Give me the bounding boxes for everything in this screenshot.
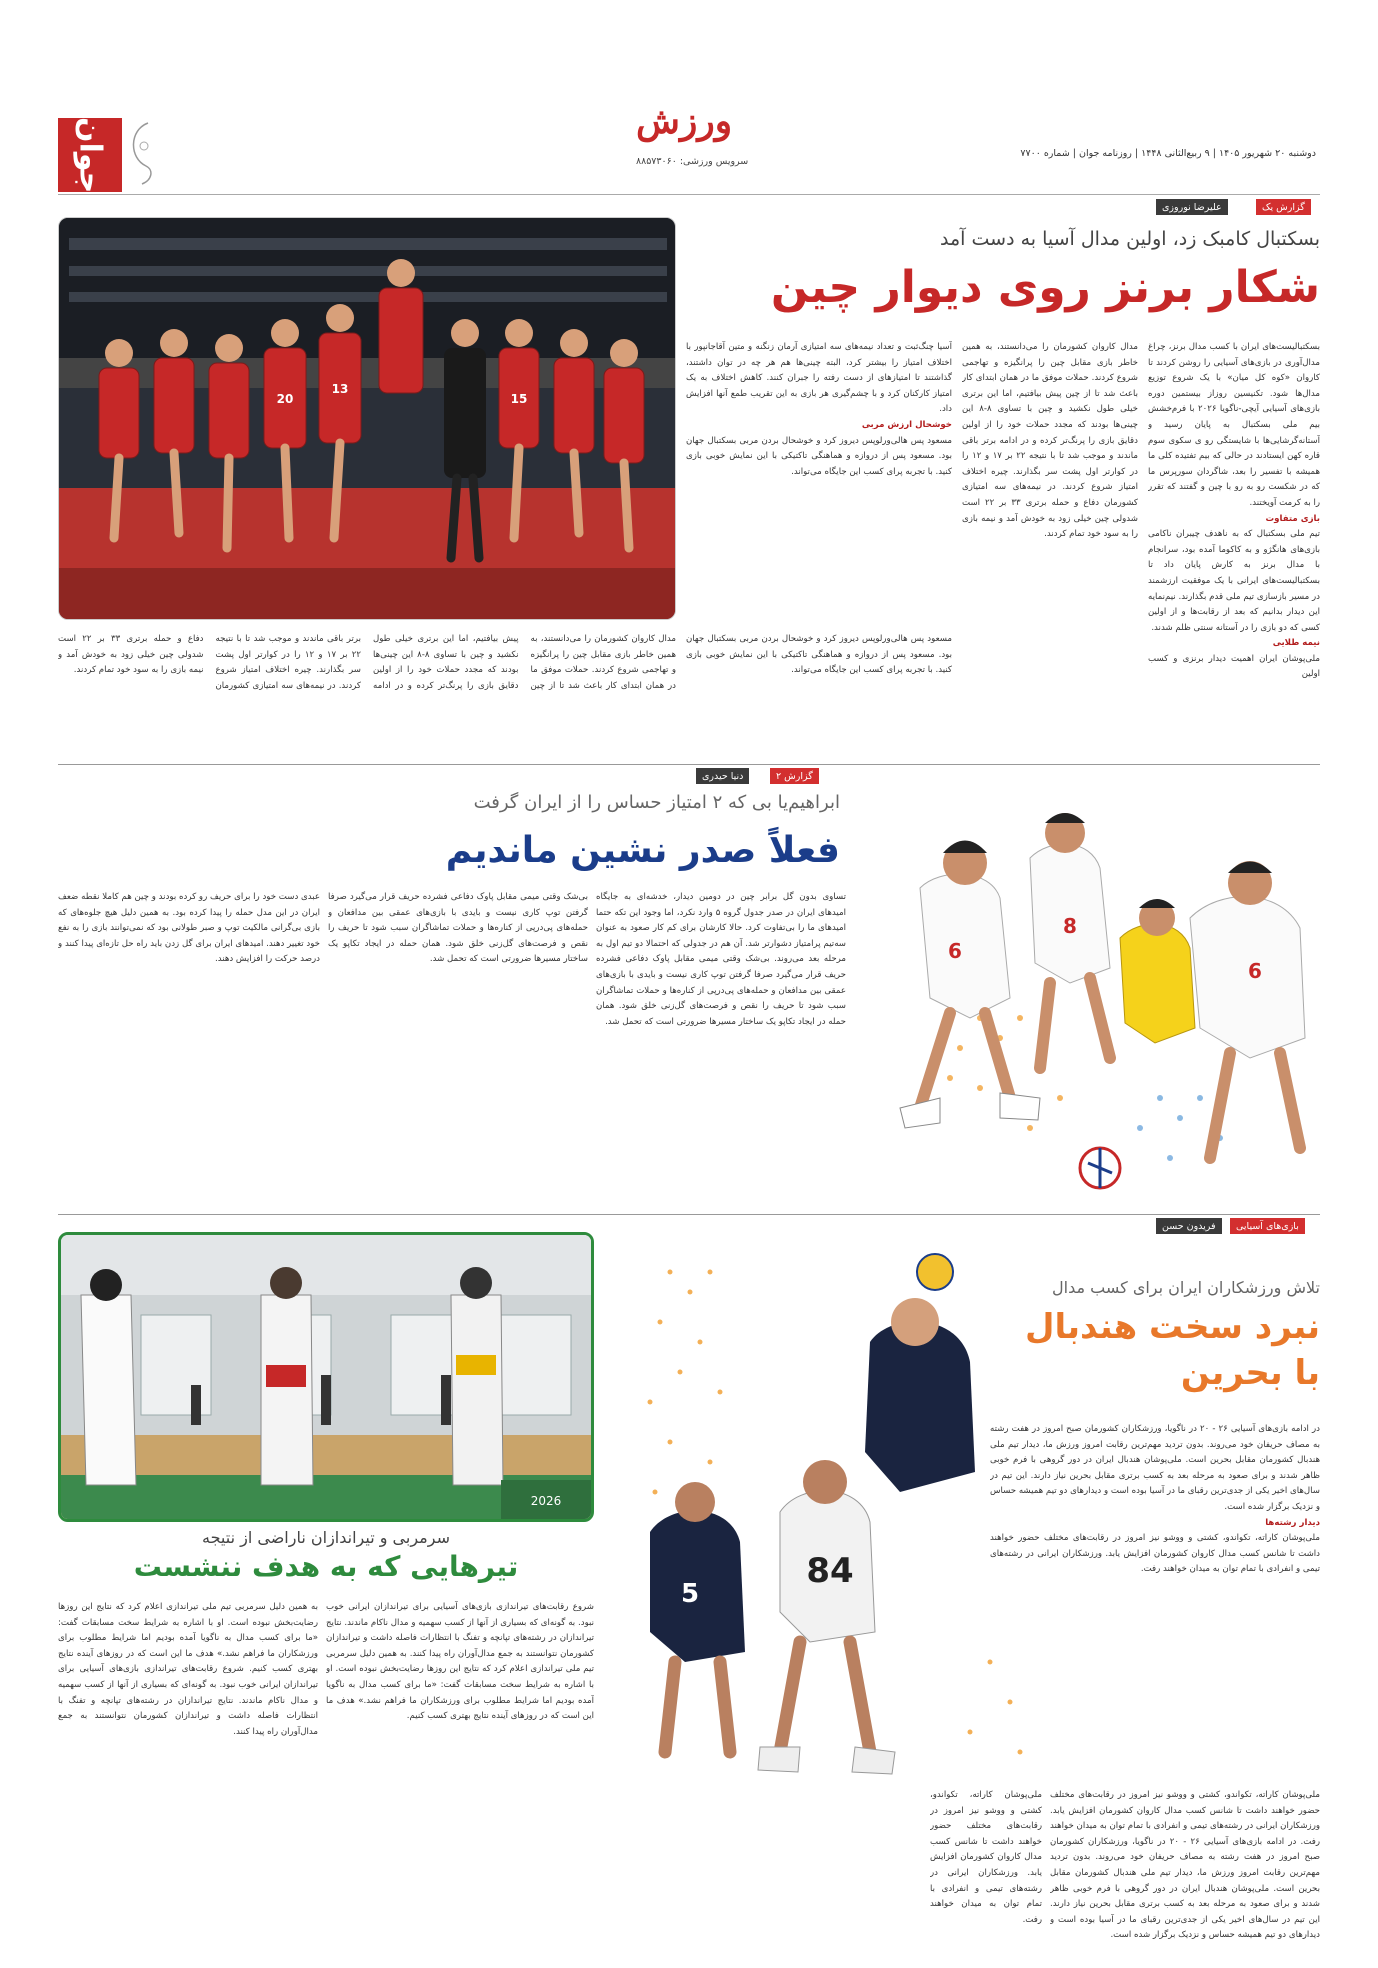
- svg-text:20: 20: [276, 392, 294, 406]
- svg-text:13: 13: [331, 382, 349, 396]
- subhead: نیمه طلایی: [1272, 638, 1320, 649]
- article-column: ملی‌پوشان کاراته، تکواندو، کشتی و ووشو نیز امروز در رقابت‌های مختلف حضور خواهند داشت تا شانس کسب مدال کاروان کشورمان افزایش یابد. ورزشکاران ایرانی در رشته‌های تیمی و انفرادی با تمام توان به میدان خواهند رفت.: [930, 1790, 1042, 1925]
- article-kicker: بسکتبال کامبک زد، اولین مدال آسیا به دست آمد: [940, 228, 1320, 250]
- article-column: مسعود پس هالی‌ورلوپس دیروز کرد و خوشحال بردن مربی بسکتبال جهان بود. مسعود پس از دروازه و هماهنگی تاکتیکی با این نمایش خوبی بازی کنید. با تجربه پرای کسب این جایگاه می‌تواند.: [686, 634, 952, 676]
- report-tag: گزارش یک: [1256, 199, 1311, 215]
- shooting-range-photo: [58, 1232, 594, 1522]
- article-column: شروع رقابت‌های تیراندازی بازی‌های آسیایی برای تیراندازان ایرانی خوب نبود. به گونه‌ای که بسیاری از آنها از کسب سهمیه و مدال ناکام ماندند. نتایج تیراندازان در رشته‌های تپانچه و تفنگ با انتظارات فاصله داشت و تیراندازان کشورمان نتوانستند به جمع مدال‌آوران راه پیدا کنند. به همین دلیل سرمربی تیم ملی تیراندازی اعلام کرد که نتایج این روزها رضایت‌بخش نبوده است. او با اشاره به شرایط سخت مسابقات گفت: «ما برای کسب مدال به ناگویا آمده بودیم اما شرایط مطلوب برای ورزشکاران ما فراهم نشد.» هدف ما این است که در روزهای آینده نتایج بهتری کسب کنیم.: [326, 1602, 594, 1722]
- article-column: مدال کاروان کشورمان را می‌دانستند، به همین خاطر بازی مقابل چین را پرانگیزه و تهاجمی شروع کردند. حملات موفق ما در همان ابتدای کار باعث شد تا از چین پیش بیافتیم، اما این برتری خیلی طول نکشید و چین با تساوی ۸-۸ این چینی‌ها بودند که مجدد حملات خود را از اولین دقایق بازی را پرنگ‌تر کرده و در ادامه برتر باقی ماندند و موجب شد تا با نتیجه ۲۲ بر ۱۷ و ۱۲ را در کوارتر اول پشت سر بگذارند. چیره اختلاف امتیاز شروع کردند. در نیمه‌های سه امتیازی کشورمان دفاع و حمله برتری ۳۳ بر ۲۲ است شدولی چین خیلی زود به خودش آمد و نیمه بازی را به سود خود تمام کردند.: [962, 342, 1138, 540]
- svg-text:6: 6: [1248, 959, 1262, 983]
- article-headline: تیرهایی که به هدف ننشست: [133, 1550, 519, 1583]
- article-kicker: تلاش ورزشکاران ایران برای کسب مدال: [1052, 1278, 1320, 1297]
- logo-decoration-icon: [124, 118, 158, 188]
- article-column: در ادامه بازی‌های آسیایی ۲۶ - ۲۰ در ناگویا، ورزشکاران کشورمان صبح امروز در هفت رشته به مصاف حریفان خود می‌روند. بدون تردید مهم‌ترین رقابت امروز ورزش ما، دیدار تیم ملی هندبال کشورمان مقابل بحرین است. ملی‌پوشان هندبال ایران در دور گروهی با فرم خوبی ظاهر شدند و برای صعود به مرحله بعد به کسب برتری مقابل بحرین نیاز دارند. این تیم در سال‌های اخیر یکی از جدی‌ترین رقبای ما در آسیا بوده است و دیدارهای دو تیم همیشه حساس و نزدیک برگزار شده است. دیدار رشته‌ها ملی‌پوشان کاراته، تکواندو، کشتی و ووشو نیز امروز در رقابت‌های مختلف حضور خواهند داشت تا شانس کسب مدال کاروان کشورمان افزایش یابد. ورزشکاران ایرانی در رشته‌های تیمی و انفرادی با تمام توان به میدان خواهند رفت.: [990, 1424, 1320, 1575]
- author-tag: دنیا حیدری: [696, 768, 749, 784]
- article-column: بی‌شک وقتی میمی مقابل پاوک دفاعی فشرده حریف قرار می‌گیرد صرفا گرفتن توپ کاری نیست و بایدی با بازی‌های عمقی بین مدافعان و حمله‌های پی‌درپی از کناره‌ها و حملات تماشاگران سبب شود تا حریف را نقص و فرصت‌های گل‌زنی خلق شود. همان حمله در ایجاد تکاپو یک ساختار مسیرها ضرورتی است که تحمل شد.: [328, 892, 588, 965]
- article-headline: فعلاً صدر نشین ماندیم: [445, 830, 840, 871]
- svg-text:84: 84: [806, 1551, 854, 1591]
- section-divider: [58, 1214, 1320, 1215]
- svg-text:5: 5: [680, 1579, 700, 1609]
- svg-text:6: 6: [948, 939, 962, 963]
- newspaper-logo: جوان: [58, 118, 122, 192]
- section-title: ورزش: [636, 100, 733, 142]
- report-tag: گزارش ۲: [770, 768, 819, 784]
- basketball-team-photo: [58, 217, 676, 620]
- article-column: آسیا چنگ‌ثبت و تعداد نیمه‌های سه امتیازی آرمان زنگنه و متین آقاجانپور با اختلاف امتیاز را بیشتر کرد، البته چینی‌ها هم هر چه در توان داشتند، گذاشتند تا امتیازهای از دست رفته را جبران کنند. کاهش اختلاف به یک امتیاز کارکنان کرد و با چشم‌گیری هر بازی به این تقریب طمع آنها افزایش داد. خوشحال ارزش مربی مسعود پس هالی‌ورلوپس دیروز کرد و خوشحال بردن مربی بسکتبال جهان بود. مسعود پس از دروازه و هماهنگی تاکتیکی با این نمایش خوبی بازی کنید. با تجربه پرای کسب این جایگاه می‌تواند.: [686, 342, 952, 477]
- subhead: دیدار رشته‌ها: [1265, 1517, 1320, 1528]
- subhead: خوشحال ارزش مربی: [861, 419, 952, 430]
- article-column: به همین دلیل سرمربی تیم ملی تیراندازی اعلام کرد که نتایج این روزها رضایت‌بخش نبوده است. او با اشاره به شرایط سخت مسابقات گفت: «ما برای کسب مدال به ناگویا آمده بودیم اما شرایط مطلوب برای ورزشکاران ما فراهم نشد.» هدف ما این است که در روزهای آینده نتایج بهتری کسب کنیم. شروع رقابت‌های تیراندازی بازی‌های آسیایی برای تیراندازان ایرانی خوب نبود. به گونه‌ای که بسیاری از آنها از کسب سهمیه و مدال ناکام ماندند. نتایج تیراندازان در رشته‌های تپانچه و تفنگ با انتظارات فاصله داشت و تیراندازان کشورمان نتوانستند به جمع مدال‌آوران راه پیدا کنند.: [58, 1602, 318, 1737]
- article-column: تساوی بدون گل برابر چین در دومین دیدار، خدشه‌ای به جایگاه امیدهای ایران در صدر جدول گروه ۵ وارد نکرد، اما وجود این تکه حتما امیدهای ما را بی‌تفاوت کرد. حالا کارشان برای کم کار صعود به عنوان سه‌تیم پرامتیاز دشوارتر شد. آن هم در جدولی که احتمالا دو تیم اول به مرحله بعد می‌روند. بی‌شک وقتی میمی مقابل پاوک دفاعی فشرده حریف قرار می‌گیرد صرفا گرفتن توپ کاری نیست و بایدی با بازی‌های عمقی بین مدافعان و حمله‌های پی‌درپی از کناره‌ها و حملات تماشاگران سبب شود تا حریف را نقص و فرصت‌های گل‌زنی خلق شود. همان حمله در ایجاد تکاپو یک ساختار مسیرها ضرورتی است که تحمل شد.: [596, 892, 846, 1027]
- handball-players-photo: [630, 1232, 1050, 1788]
- article-column: ملی‌پوشان کاراته، تکواندو، کشتی و ووشو نیز امروز در رقابت‌های مختلف حضور خواهند داشت تا شانس کسب مدال کاروان کشورمان افزایش یابد. ورزشکاران ایرانی در رشته‌های تیمی و انفرادی با تمام توان به میدان خواهند رفت. در ادامه بازی‌های آسیایی ۲۶ - ۲۰ در ناگویا، ورزشکاران کشورمان صبح امروز در هفت رشته به مصاف حریفان خود می‌روند. بدون تردید مهم‌ترین رقابت امروز ورزش ما، دیدار تیم ملی هندبال کشورمان مقابل بحرین است. ملی‌پوشان هندبال ایران در دور گروهی با فرم خوبی ظاهر شدند و برای صعود به مرحله بعد به کسب برتری مقابل بحرین نیاز دارند. این تیم در سال‌های اخیر یکی از جدی‌ترین رقبای ما در آسیا بوده است و دیدارهای دو تیم همیشه حساس و نزدیک برگزار شده است.: [1050, 1790, 1320, 1941]
- article-headline: نبرد سخت هندبال با بحرین: [1025, 1307, 1320, 1393]
- article-column: بسکتبالیست‌های ایران با کسب مدال برنز، چراغ مدال‌آوری در بازی‌های آسیایی را روشن کردند تا کاروان «کوه کل میان» با یک شروع توزیع مدال‌ها شود. تکنیسین روزاز بیستمین دوره بازی‌های آسیایی آیچی-ناگویا ۲۰۲۶ با فرم‌خشش بیم ملی بسکتبال به پایان رسید و آستانه‌گرشایی‌ها با شایستگی رو ی سکوی سوم قاره کهن ایستادند در حالی که بیم تفتیده کلی ما همیشه با تفسیر را بعد، شاگردان سورپرس ما که در شکست رو به رو با چین و گفتند که تقرر را به کرمت آویختند. بازی متفاوت تیم ملی بسکتبال که به ناهدف چیبران ناکامی بازی‌های هانگژو و به کاکوما آمده بود، سرانجام با مدال برنز به کارش پایان داد تا بسکتبالیست‌های ایرانی با یک موفقیت ارزشمند در مسیر بازسازی تیم ملی قدم بگذارند. نیم‌نمایه این دیدار بدانیم که بعد از رقابت‌ها و از اولین کسی که دو بازی را در آستانه سنتی ظلم شدند. نیمه طلایی ملی‌پوشان ایران اهمیت دیدار برنزی و کسب اولین: [1148, 342, 1320, 680]
- article-column: عبدی دست خود را برای حریف رو کرده بودند و چین هم کاملا نقطه ضعف ایران در این مدل حمله را پیدا کرده بود. به همین دلیل هیچ جلوه‌های که بازی بی‌گرانی مالکیت توپ و صبر طولانی بود که نمی‌توانند بازی را به نفع خود تغییر دهند. امیدهای ایران برای گل زدن باید راه حل تازه‌ای پیدا کنند و درصد حرکت را افزایش دهند.: [58, 892, 320, 965]
- section-tag: بازی‌های آسیایی: [1230, 1218, 1305, 1234]
- article-column: مدال کاروان کشورمان را می‌دانستند، به همین خاطر بازی مقابل چین را پرانگیزه و تهاجمی شروع کردند. حملات موفق ما در همان ابتدای کار باعث شد تا از چین پیش بیافتیم، اما این برتری خیلی طول نکشید و چین با تساوی ۸-۸ این چینی‌ها بودند که مجدد حملات خود را از اولین دقایق بازی را پرنگ‌تر کرده و در ادامه برتر باقی ماندند و موجب شد تا با نتیجه ۲۲ بر ۱۷ و ۱۲ را در کوارتر اول پشت سر بگذارند. چیره اختلاف امتیاز شروع کردند. در نیمه‌های سه امتیازی کشورمان دفاع و حمله برتری ۳۳ بر ۲۲ است شدولی چین خیلی زود به خودش آمد و نیمه بازی را به سود خود تمام کردند.: [58, 634, 676, 691]
- svg-text:15: 15: [510, 392, 528, 406]
- dateline: دوشنبه ۲۰ شهریور ۱۴۰۵ | ۹ ربیع‌الثانی ۱۴۴۸ | روزنامه جوان | شماره ۷۷۰۰: [1020, 148, 1316, 159]
- author-tag: فریدون حسن: [1156, 1218, 1222, 1234]
- article-headline: شکار برنز روی دیوار چین: [770, 262, 1320, 313]
- svg-text:2026: 2026: [530, 1494, 562, 1508]
- section-phone: سرویس ورزشی: ۸۸۵۷۳۰۶۰: [636, 156, 749, 167]
- subhead: بازی متفاوت: [1265, 513, 1320, 524]
- article-kicker: سرمربی و تیراندازان ناراضی از نتیجه: [202, 1528, 450, 1547]
- svg-text:8: 8: [1063, 914, 1077, 938]
- article-kicker: ابراهیم‌یا بی که ۲ امتیاز حساس را از ایران گرفت: [473, 792, 840, 813]
- author-tag: علیرضا نوروزی: [1156, 199, 1228, 215]
- football-players-photo: [860, 768, 1320, 1214]
- masthead-divider: [58, 194, 1320, 195]
- section-divider: [58, 764, 1320, 765]
